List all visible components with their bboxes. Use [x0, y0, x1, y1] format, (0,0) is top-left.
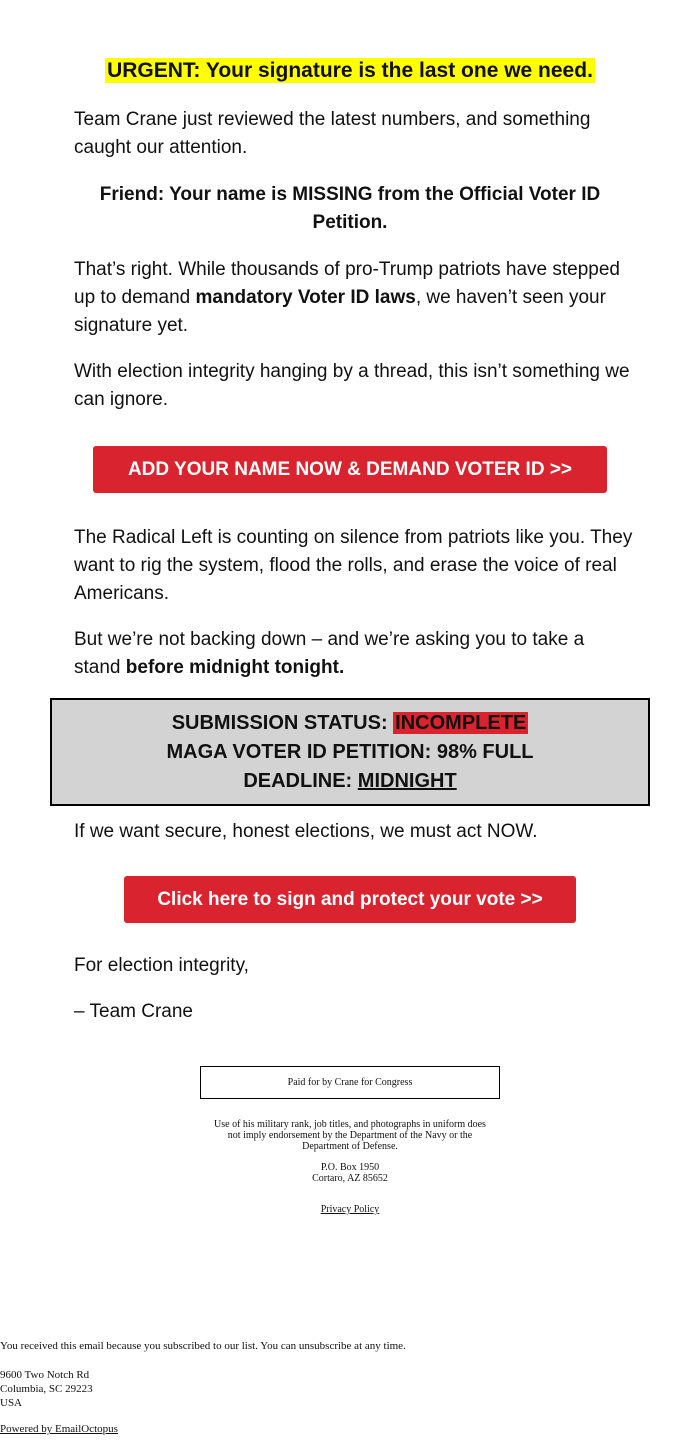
voter-id-paragraph — [74, 256, 634, 340]
paid-for-disclaimer: Paid for by Crane for Congress — [200, 1066, 500, 1099]
submission-status-line — [52, 709, 648, 738]
signature-text: – Team Crane — [74, 1001, 193, 1022]
sender-address — [0, 1368, 93, 1410]
sender-address-line3: USA — [0, 1397, 23, 1409]
radical-left-paragraph: The Radical Left is counting on silence from patriots like you. They want to rig the system, flood the rolls, and erase the voice of real Americans. — [74, 527, 633, 604]
add-name-button[interactable]: ADD YOUR NAME NOW & DEMAND VOTER ID >> — [93, 446, 607, 493]
signoff-text: For election integrity, — [74, 955, 249, 976]
status-badge: INCOMPLETE — [395, 712, 527, 734]
subscription-note: You received this email because you subscribed to our list. You can unsubscribe at any time. — [0, 1340, 406, 1352]
deadline-paragraph-bold: before midnight tonight. — [125, 657, 345, 678]
headline — [0, 59, 700, 83]
deadline-value: MIDNIGHT — [357, 770, 457, 792]
deadline-paragraph — [74, 626, 634, 682]
deadline-line — [52, 767, 648, 796]
intro-paragraph: Team Crane just reviewed the latest numbers, and something caught our attention. — [74, 109, 591, 158]
voter-id-paragraph-pre: That’s right. While thousands of pro-Trump patriots have stepped up to demand — [74, 259, 620, 308]
powered-by-link[interactable]: Powered by EmailOctopus — [0, 1423, 118, 1435]
deadline-label: DEADLINE: — [243, 770, 358, 792]
sender-address-line1: 9600 Two Notch Rd — [0, 1369, 90, 1381]
deadline-paragraph-pre: But we’re not backing down – and we’re asking you to take a stand — [74, 629, 585, 678]
integrity-paragraph: With election integrity hanging by a thread, this isn’t something we can ignore. — [74, 361, 630, 410]
act-now-paragraph: If we want secure, honest elections, we must act NOW. — [74, 821, 538, 842]
privacy-policy — [200, 1204, 500, 1215]
campaign-address-line2: Cortaro, AZ 85652 — [312, 1173, 388, 1184]
missing-name-notice: Friend: Your name is MISSING from the Official Voter ID Petition. — [99, 184, 601, 233]
petition-progress-line: MAGA VOTER ID PETITION: 98% FULL — [166, 741, 534, 763]
sign-petition-button[interactable]: Click here to sign and protect your vote >> — [124, 876, 576, 923]
military-disclaimer: Use of his military rank, job titles, and photographs in uniform does not imply endorsement by the Department of the Navy or the Department of Defense. — [214, 1119, 486, 1152]
campaign-address — [200, 1162, 500, 1184]
privacy-policy-link[interactable]: Privacy Policy — [320, 1204, 380, 1215]
voter-id-paragraph-post: , we haven’t seen your signature yet. — [74, 287, 606, 336]
voter-id-paragraph-bold: mandatory Voter ID laws — [195, 287, 416, 308]
campaign-address-line1: P.O. Box 1950 — [320, 1162, 380, 1173]
powered-by — [0, 1423, 118, 1435]
status-label: SUBMISSION STATUS: — [171, 712, 394, 734]
submission-status-box — [50, 698, 650, 806]
headline-text: URGENT: Your signature is the last one we need. — [107, 59, 593, 82]
sender-address-line2: Columbia, SC 29223 — [0, 1383, 93, 1395]
